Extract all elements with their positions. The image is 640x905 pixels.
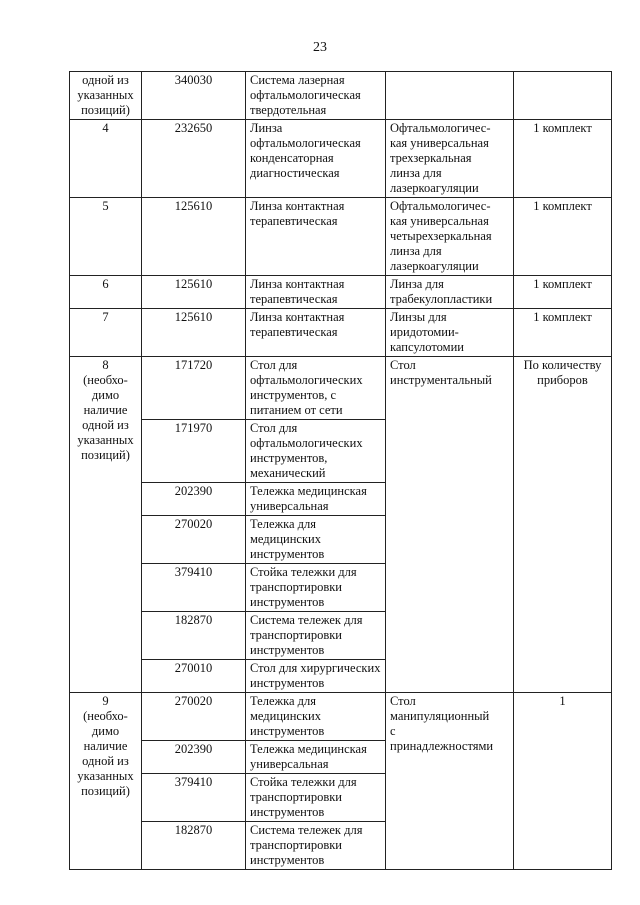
code-cell: 379410 xyxy=(142,564,246,612)
name-cell: Линза контактная терапевтическая xyxy=(246,276,386,309)
quantity-cell: 1 комплект xyxy=(514,276,612,309)
code-cell: 202390 xyxy=(142,741,246,774)
code-cell: 270020 xyxy=(142,693,246,741)
equipment-cell xyxy=(386,72,514,120)
quantity-cell xyxy=(514,72,612,120)
code-cell: 182870 xyxy=(142,822,246,870)
code-cell: 171970 xyxy=(142,420,246,483)
page-number: 23 xyxy=(313,40,327,55)
equipment-cell: Стол инструментальный xyxy=(386,357,514,693)
quantity-cell: 1 комплект xyxy=(514,309,612,357)
position-cell: 7 xyxy=(70,309,142,357)
quantity-cell: По количеству приборов xyxy=(514,357,612,693)
code-cell: 125610 xyxy=(142,198,246,276)
equipment-cell: Стол манипуляционный с принадлежностями xyxy=(386,693,514,870)
code-cell: 270010 xyxy=(142,660,246,693)
name-cell: Тележка для медицинских инструментов xyxy=(246,516,386,564)
position-cell: 4 xyxy=(70,120,142,198)
quantity-cell: 1 комплект xyxy=(514,198,612,276)
table-row xyxy=(70,198,612,276)
table-row xyxy=(70,309,612,357)
equipment-table xyxy=(69,71,612,870)
position-cell: одной из указанных позиций) xyxy=(70,72,142,120)
equipment-cell: Линза для трабекулопластики xyxy=(386,276,514,309)
code-cell: 182870 xyxy=(142,612,246,660)
code-cell: 270020 xyxy=(142,516,246,564)
table-row xyxy=(70,693,612,741)
position-cell: 6 xyxy=(70,276,142,309)
name-cell: Тележка медицинская универсальная xyxy=(246,483,386,516)
name-cell: Система тележек для транспортировки инструментов xyxy=(246,612,386,660)
name-cell: Стол для хирургических инструментов xyxy=(246,660,386,693)
name-cell: Тележка медицинская универсальная xyxy=(246,741,386,774)
equipment-cell: Офтальмологичес- кая универсальная трехзеркальная линза для лазеркоагуляции xyxy=(386,120,514,198)
equipment-cell: Офтальмологичес- кая универсальная четырехзеркальная линза для лазеркоагуляции xyxy=(386,198,514,276)
name-cell: Система лазерная офтальмологическая твердотельная xyxy=(246,72,386,120)
table-row xyxy=(70,357,612,420)
quantity-cell: 1 комплект xyxy=(514,120,612,198)
code-cell: 379410 xyxy=(142,774,246,822)
table-row xyxy=(70,276,612,309)
code-cell: 202390 xyxy=(142,483,246,516)
name-cell: Тележка для медицинских инструментов xyxy=(246,693,386,741)
code-cell: 171720 xyxy=(142,357,246,420)
name-cell: Линза контактная терапевтическая xyxy=(246,309,386,357)
name-cell: Стол для офтальмологических инструментов, механический xyxy=(246,420,386,483)
code-cell: 125610 xyxy=(142,276,246,309)
name-cell: Система тележек для транспортировки инструментов xyxy=(246,822,386,870)
position-cell: 8 (необхо- димо наличие одной из указанных позиций) xyxy=(70,357,142,693)
code-cell: 232650 xyxy=(142,120,246,198)
code-cell: 125610 xyxy=(142,309,246,357)
position-cell: 9 (необхо- димо наличие одной из указанных позиций) xyxy=(70,693,142,870)
name-cell: Линза контактная терапевтическая xyxy=(246,198,386,276)
table-row xyxy=(70,72,612,120)
name-cell: Стол для офтальмологических инструментов, с питанием от сети xyxy=(246,357,386,420)
table-row xyxy=(70,120,612,198)
equipment-cell: Линзы для иридотомии- капсулотомии xyxy=(386,309,514,357)
name-cell: Стойка тележки для транспортировки инструментов xyxy=(246,774,386,822)
quantity-cell: 1 xyxy=(514,693,612,870)
name-cell: Стойка тележки для транспортировки инструментов xyxy=(246,564,386,612)
position-cell: 5 xyxy=(70,198,142,276)
name-cell: Линза офтальмологическая конденсаторная диагностическая xyxy=(246,120,386,198)
code-cell: 340030 xyxy=(142,72,246,120)
